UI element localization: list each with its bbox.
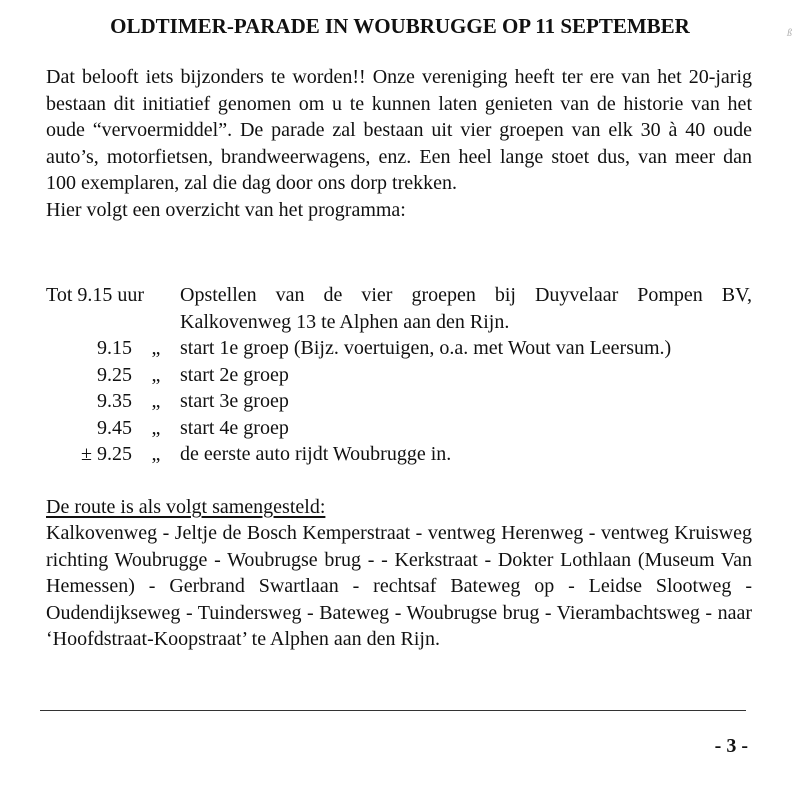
program-description: start 2e groep (180, 363, 289, 386)
corner-mark: ß (787, 28, 792, 39)
program-time: 9.45 (97, 416, 132, 439)
program-row (46, 415, 752, 442)
page-number: - 3 - (714, 735, 748, 757)
program-intro: Hier volgt een overzicht van het programma: (46, 198, 406, 221)
program-time: 9.25 (97, 363, 132, 386)
program-description: start 1e groep (Bijz. voertuigen, o.a. met Wout van Leersum.) (180, 337, 672, 359)
ditto-mark: „ (151, 363, 161, 386)
program-description: start 3e groep (180, 390, 289, 412)
program-first-description: Opstellen van de vier groepen bij Duyvelaar Pompen BV, Kalkovenweg 13 te Alphen aan den Rijn. (180, 284, 752, 333)
intro-paragraph: Dat belooft iets bijzonders te worden!! Onze vereniging heeft ter ere van het 20-jarig bestaan dit initiatief genomen om u te kunnen laten genieten van de historie van het oude “vervoermiddel”. De parade zal bestaan uit vier groepen van elk 30 à 40 oude auto’s, motorfietsen, brandweerwagens, enz. Een heel lange stoet dus, van meer dan 100 exemplaren, zal die dag door ons dorp trekken. (46, 66, 752, 194)
program-row (46, 335, 752, 362)
route-text: Kalkovenweg - Jeltje de Bosch Kemperstraat - ventweg Herenweg - ventweg Kruisweg richting Woubrugge - Woubrugse brug - - Kerkstraat - Dokter Lothlaan (Museum Van Hemessen) - Gerbrand Swartlaan - rechtsaf Bateweg op - Leidse Slootweg - Oudendijkseweg - Tuindersweg - Bateweg - Woubrugse brug - Vierambachtsweg - naar ‘Hoofdstraat-Koopstraat’ te Alphen aan den Rijn. (46, 522, 752, 650)
program-row (46, 388, 752, 415)
ditto-mark: „ (151, 390, 161, 412)
program-time: 9.35 (97, 390, 132, 412)
footer-divider (40, 710, 746, 711)
program-schedule (46, 282, 752, 468)
page-title: OLDTIMER-PARADE IN WOUBRUGGE OP 11 SEPTEMBER (110, 14, 690, 38)
program-time: ± 9.25 (81, 443, 132, 465)
program-description: start 4e groep (180, 416, 289, 439)
program-row (46, 362, 752, 389)
intro-section (46, 64, 752, 223)
program-row-first (46, 282, 752, 335)
ditto-mark: „ (151, 337, 161, 359)
route-heading: De route is als volgt samengesteld: (46, 496, 326, 518)
program-first-time: Tot 9.15 uur (46, 284, 145, 306)
program-row (46, 441, 752, 468)
ditto-mark: „ (151, 443, 161, 465)
ditto-mark: „ (151, 416, 161, 439)
program-time: 9.15 (97, 337, 132, 359)
program-description: de eerste auto rijdt Woubrugge in. (180, 443, 452, 465)
